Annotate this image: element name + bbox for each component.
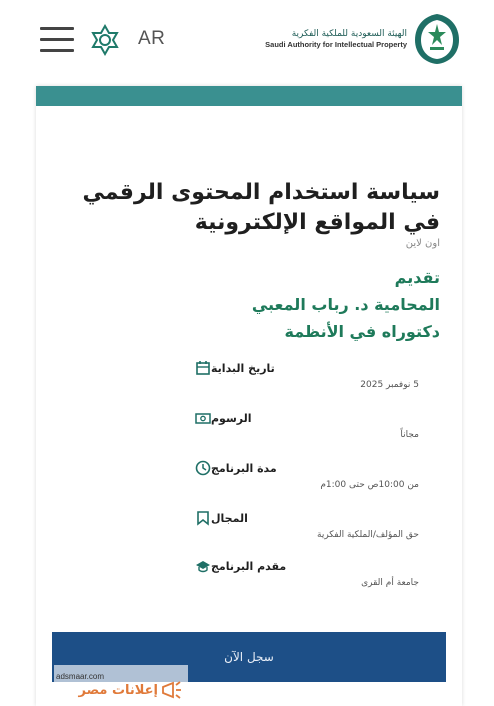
org-name-en: Saudi Authority for Intellectual Property: [265, 40, 407, 49]
hamburger-icon[interactable]: [40, 25, 74, 53]
detail-value: من 10:00ص حتى 1:00م: [320, 480, 419, 490]
top-header: [0, 0, 494, 80]
language-toggle[interactable]: AR: [138, 28, 166, 49]
detail-label: المجال: [211, 511, 248, 525]
presenter-degree: دكتوراه في الأنظمة: [284, 322, 440, 341]
detail-label: مدة البرنامج: [211, 461, 277, 475]
detail-value: حق المؤلف/الملكية الفكرية: [317, 530, 419, 540]
program-mode: اون لاين: [405, 238, 440, 249]
program-title: سياسة استخدام المحتوى الرقمي في المواقع الإلكترونية: [82, 180, 440, 235]
detail-fees: [190, 410, 440, 440]
register-button[interactable]: سجل الآن: [52, 632, 446, 682]
detail-label: الرسوم: [211, 411, 252, 425]
detail-duration: [190, 460, 440, 490]
detail-label: تاريخ البداية: [211, 361, 275, 375]
watermark-url: adsmaar.com: [56, 672, 105, 681]
saip-emblem-icon: [412, 12, 462, 66]
detail-start-date: [190, 360, 440, 390]
detail-value: 5 نوفمبر 2025: [360, 380, 419, 390]
money-icon: [195, 410, 211, 426]
detail-value: مجاناً: [400, 430, 419, 440]
card-accent-band: [36, 86, 462, 106]
detail-label: مقدم البرنامج: [211, 559, 287, 573]
program-card: [36, 86, 462, 706]
clock-icon: [195, 460, 211, 476]
megaphone-icon: [160, 679, 184, 701]
watermark: [54, 665, 188, 706]
bookmark-icon: [195, 510, 211, 526]
presenter-intro: تقديم: [394, 268, 440, 287]
presenter-name: المحامية د. رباب المعبي: [251, 295, 440, 314]
graduation-cap-icon: [195, 558, 211, 574]
saip-star-icon[interactable]: [88, 24, 122, 58]
calendar-icon: [195, 360, 211, 376]
detail-field: [190, 510, 440, 540]
org-name: [265, 28, 407, 50]
detail-provider: [190, 558, 440, 588]
watermark-name: إعلانات مصر: [78, 683, 158, 698]
detail-value: جامعة أم القرى: [361, 578, 419, 588]
presenter-block: [70, 264, 440, 345]
org-name-ar: الهيئة السعودية للملكية الفكرية: [291, 29, 407, 39]
